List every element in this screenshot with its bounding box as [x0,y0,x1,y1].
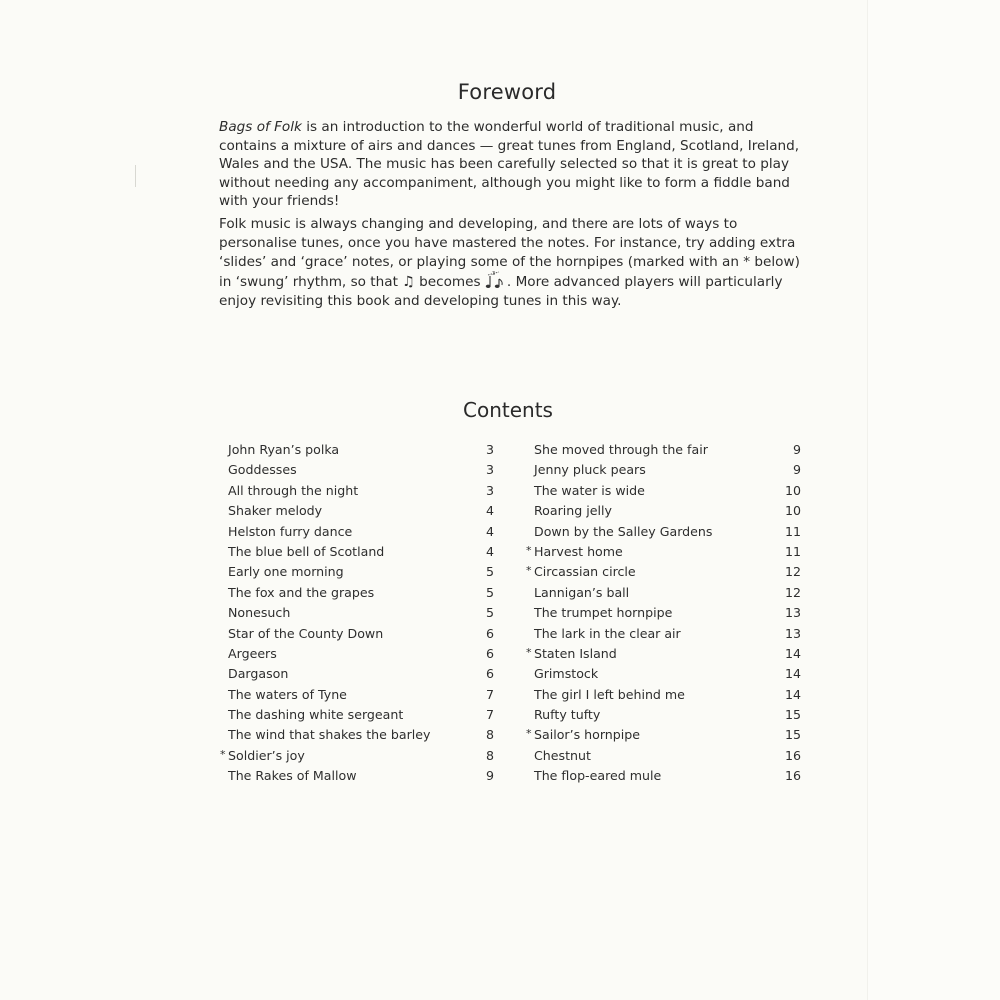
toc-entry [228,562,494,582]
toc-entry-title: The Rakes of Mallow [228,768,357,784]
toc-entry [228,501,494,521]
toc-entry-title: Goddesses [228,462,297,478]
toc-entry [534,746,801,766]
toc-entry [526,725,801,745]
toc-entry-page: 11 [784,523,801,539]
toc-entry [228,481,494,501]
toc-entry-title: The wind that shakes the barley [228,727,431,743]
toc-entry-title: Jenny pluck pears [534,462,646,478]
toc-entry-title: Rufty tufty [534,707,601,723]
toc-entry [534,440,801,460]
toc-entry-title: Nonesuch [228,605,291,621]
hornpipe-marker: * [526,727,532,741]
toc-entry-title: Staten Island [534,645,617,661]
toc-entry-page: 14 [784,686,801,702]
toc-entry-page: 5 [485,605,494,621]
hornpipe-marker: * [526,564,532,578]
toc-entry-page: 10 [784,482,801,498]
toc-entry [534,460,801,480]
toc-entry-title: The waters of Tyne [228,686,347,702]
toc-entry [534,685,801,705]
toc-entry-page: 5 [485,584,494,600]
toc-entry [534,603,801,623]
toc-entry-page: 12 [784,564,801,580]
page-edge [867,0,1000,1000]
toc-entry-title: All through the night [228,482,359,498]
foreword-p2-end: . More advanced players will particularly enjoy revisiting this book and developing tunes in this way. [219,274,783,309]
toc-entry-title: She moved through the fair [534,442,708,457]
toc-entry-title: Circassian circle [534,564,636,580]
toc-entry-page: 16 [784,768,801,784]
book-title: Bags of Folk [219,119,302,135]
toc-entry-title: Sailor’s hornpipe [534,727,641,743]
toc-entry [526,644,801,664]
toc-entry-title: Grimstock [534,666,599,682]
toc-entry [526,542,801,562]
toc-entry [228,624,494,644]
toc-entry [534,624,801,644]
toc-entry-page: 13 [784,625,801,641]
toc-entry-title: The fox and the grapes [228,584,375,600]
toc-entry-page: 10 [784,503,801,519]
toc-entry [228,705,494,725]
toc-entry-page: 4 [485,543,494,559]
foreword-p1-text: is an introduction to the wonderful world of traditional music, and contains a mixture of airs and dances — great tunes from England, Scotland, Ireland, Wales and the USA. The music has been carefully selected so that it is great to play without needing any accompaniment, although you might like to form a fiddle band with your friends! [219,119,800,210]
svg-text:3: 3 [491,271,496,278]
toc-entry [228,644,494,664]
toc-entry [534,766,801,786]
toc-entry-page: 15 [784,707,801,723]
toc-entry-title: Dargason [228,666,289,682]
toc-entry-page: 3 [485,482,494,498]
toc-entry [526,562,801,582]
toc-entry [534,481,801,501]
toc-entry [228,664,494,684]
toc-entry-title: Star of the County Down [228,625,384,641]
toc-entry [534,705,801,725]
contents-left-column [220,440,494,787]
hornpipe-marker: * [220,747,226,761]
toc-entry-title: John Ryan’s polka [228,442,340,457]
toc-entry [228,542,494,562]
toc-entry-page: 7 [485,686,494,702]
toc-entry [228,522,494,542]
toc-entry-page: 9 [792,462,801,478]
foreword-p2-start: Folk music is always changing and developing, and there are lots of ways to personalise tunes, once you have mastered the notes. For instance, try adding extra ‘slides’ and ‘grace’ notes, or playing some of the hornpipes (marked with an * below) in ‘swung’ rhythm, so that [219,216,800,291]
foreword-title: Foreword [457,80,557,104]
toc-entry-page: 5 [485,564,494,580]
toc-entry [228,583,494,603]
toc-entry-page: 13 [784,605,801,621]
toc-entry [228,460,494,480]
toc-entry-page: 11 [784,543,801,559]
toc-entry-page: 15 [784,727,801,743]
toc-entry [228,766,494,786]
toc-entry-title: The dashing white sergeant [228,707,404,723]
toc-entry-page: 8 [485,727,494,743]
toc-entry-page: 7 [485,707,494,723]
toc-entry-title: Lannigan’s ball [534,584,630,600]
toc-entry-title: Argeers [228,645,277,661]
toc-entry-title: Harvest home [534,543,623,559]
beamed-eighth-notes-icon: ♫ [402,274,415,291]
foreword-paragraph-2 [219,215,809,310]
toc-entry-title: Roaring jelly [534,503,612,519]
toc-entry-page: 6 [485,645,494,661]
toc-entry-title: Soldier’s joy [228,747,305,763]
toc-entry-page: 9 [792,442,801,457]
hornpipe-marker: * [526,645,532,659]
toc-entry-page: 16 [784,747,801,763]
toc-entry-page: 14 [784,666,801,682]
toc-entry-title: Chestnut [534,747,591,763]
toc-entry [228,440,494,460]
toc-entry-title: Shaker melody [228,503,323,519]
toc-entry-title: The lark in the clear air [534,625,681,641]
toc-entry-page: 9 [485,768,494,784]
toc-entry-page: 3 [485,442,494,457]
toc-entry-page: 12 [784,584,801,600]
toc-entry-page: 14 [784,645,801,661]
toc-entry-title: Helston furry dance [228,523,353,539]
toc-entry-page: 8 [485,747,494,763]
toc-entry-title: The trumpet hornpipe [534,605,673,621]
toc-entry [534,583,801,603]
toc-entry-page: 6 [485,625,494,641]
toc-entry [228,725,494,745]
scan-mark [135,165,136,187]
toc-entry-page: 4 [485,523,494,539]
foreword-paragraph-1 [219,118,809,211]
toc-entry-title: The girl I left behind me [534,686,685,702]
toc-entry [228,685,494,705]
foreword-body [219,118,809,315]
toc-entry-title: The blue bell of Scotland [228,543,385,559]
hornpipe-marker: * [526,543,532,557]
toc-entry-page: 4 [485,503,494,519]
foreword-p2-mid: becomes [414,274,485,291]
toc-entry-page: 3 [485,462,494,478]
toc-entry-title: The water is wide [534,482,645,498]
toc-entry-title: Down by the Salley Gardens [534,523,713,539]
toc-entry [228,603,494,623]
toc-entry [534,522,801,542]
toc-entry [534,501,801,521]
toc-entry [220,746,494,766]
toc-entry-page: 6 [485,666,494,682]
toc-entry [534,664,801,684]
contents-title: Contents [463,398,553,422]
toc-entry-title: The flop-eared mule [534,768,662,784]
toc-entry-title: Early one morning [228,564,344,580]
contents-right-column [526,440,801,787]
swung-rhythm-icon [485,271,507,289]
